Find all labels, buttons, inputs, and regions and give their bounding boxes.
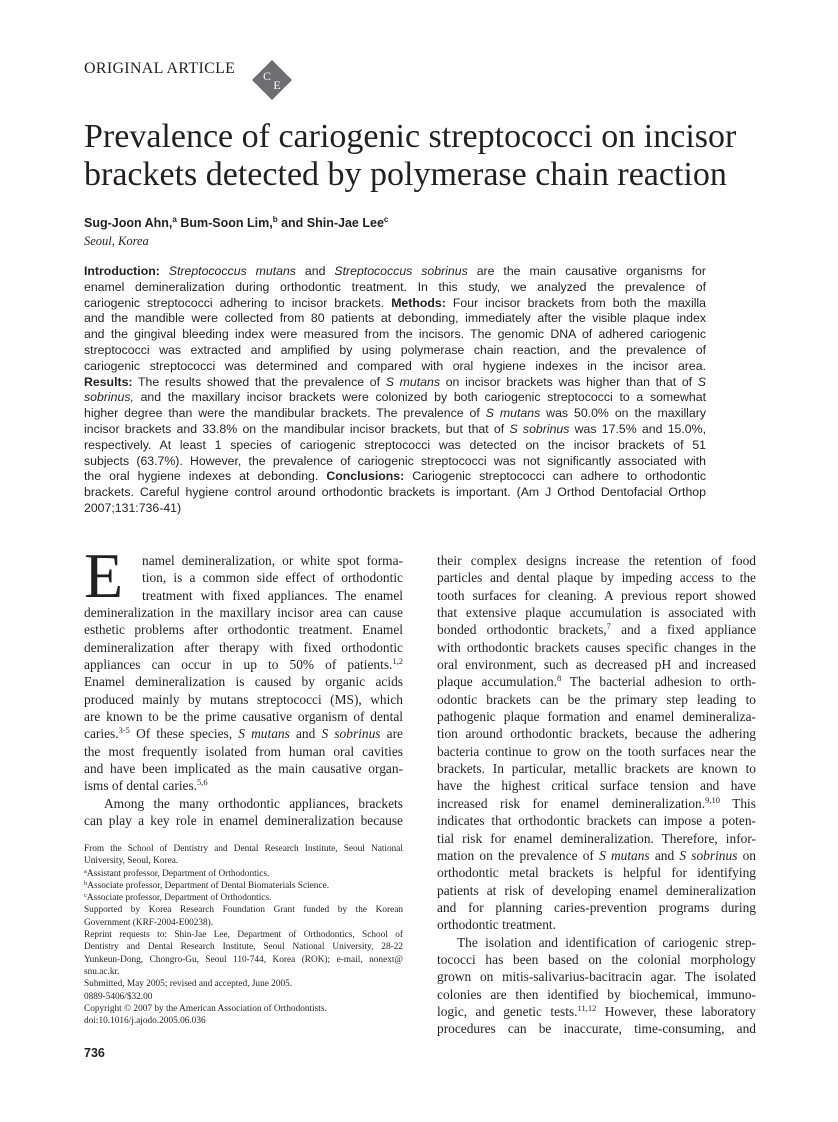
text-run: 0889-5406/$32.00 xyxy=(84,991,153,1002)
text-run: logic, and genetic tests. xyxy=(437,1003,578,1019)
text-run: However, these laboratory xyxy=(596,1003,756,1019)
citation-superscript: 8 xyxy=(556,673,562,684)
body-line xyxy=(437,847,756,864)
text-run: Associate professor, Department of Orthodontics. xyxy=(86,893,272,904)
text-run: Submitted, May 2005; revised and accepted, June 2005. xyxy=(84,979,293,990)
citation-superscript: b xyxy=(84,879,88,887)
abstract-line xyxy=(84,359,706,375)
body-line xyxy=(84,743,403,760)
citation-superscript: 3-5 xyxy=(118,725,130,736)
badge-letter-c: C xyxy=(262,69,272,83)
text-run: streptococci was extracted and amplified by using polymerase chain reaction, and the prevalence of xyxy=(84,342,706,357)
text-run: and xyxy=(295,264,335,278)
text-run: and have been implicated as the main causative organ- xyxy=(84,761,403,777)
text-run: bonded orthodontic brackets, xyxy=(437,622,607,638)
text-run: doi:10.1016/j.ajodo.2005.06.036 xyxy=(84,1016,206,1027)
text-run: oral environment, such as decreased pH and increased xyxy=(437,657,756,673)
text-run: patients at risk of developing enamel demineralization xyxy=(437,882,756,898)
text-run: and a fixed appliance xyxy=(610,622,757,638)
body-line xyxy=(437,986,756,1003)
text-run: tion, is a common side effect of orthodontic xyxy=(142,570,403,586)
body-line xyxy=(437,673,756,690)
text-run: have the highest critical surface tension and have xyxy=(437,778,756,794)
footnote-line xyxy=(84,1015,403,1027)
body-line xyxy=(84,604,403,621)
text-run: cariogenic streptococci adhering to incisor brackets. xyxy=(84,295,392,310)
section-heading: Conclusions: xyxy=(326,469,405,484)
footnote-line xyxy=(84,929,403,941)
abstract-line xyxy=(84,375,706,391)
text-run: was 17.5% and 15.0%, xyxy=(569,421,706,436)
footnote-line xyxy=(84,966,403,978)
text-run: sobrinus, xyxy=(84,390,134,405)
abstract xyxy=(84,264,706,517)
text-run: Government (KRF-2004-E00238). xyxy=(84,917,214,928)
body-line xyxy=(437,552,756,569)
body-line xyxy=(437,604,756,621)
text-run: grown on mitis-salivarius-bacitracin agar. The isolated xyxy=(437,969,756,985)
text-run: brackets. In particular, metallic brackets are known to xyxy=(437,761,756,777)
body-line xyxy=(84,691,403,708)
body-line xyxy=(84,673,403,690)
text-run: particles and dental plaque by impeding access to the xyxy=(437,570,756,586)
footnote-line xyxy=(84,941,403,953)
abstract-line xyxy=(84,485,706,501)
footnote-line xyxy=(84,917,403,929)
author-mark: c xyxy=(383,215,389,224)
text-run: The isolation and identification of cariogenic strep- xyxy=(457,934,756,950)
text-run: the most frequently isolated from human oral cavities xyxy=(84,743,403,759)
text-run: appliances can occur in up to 50% of patients. xyxy=(84,657,393,673)
body-line xyxy=(84,795,403,812)
text-run: Of these species, xyxy=(129,726,239,742)
body-line xyxy=(437,621,756,638)
continuing-education-badge xyxy=(250,58,294,102)
text-run: pathogenic plaque formation and enamel demineraliza- xyxy=(437,709,756,725)
footnote-line xyxy=(84,880,403,892)
text-run: Dentistry and Dental Research Institute, Seoul National University, 28-22 xyxy=(84,942,403,953)
footnote-line xyxy=(84,1003,403,1015)
text-run: incisor brackets and 33.8% on the mandibular incisor brackets, but that of xyxy=(84,421,510,436)
author-mark: b xyxy=(272,215,278,224)
body-line xyxy=(437,760,756,777)
text-run: brackets. Careful hygiene control around orthodontic brackets is important. (Am J Orthod Dentofacial Orthop xyxy=(84,485,706,500)
text-run: demineralization in the maxillary incisor area can cause xyxy=(84,605,403,621)
text-run: snu.ac.kr. xyxy=(84,966,120,977)
abstract-line xyxy=(84,296,706,312)
text-run: Cariogenic streptococci can adhere to orthodontic xyxy=(404,469,706,484)
abstract-line xyxy=(84,327,706,343)
text-run: and for planning caries-prevention programs during xyxy=(437,899,756,915)
text-run: colonies are then identified by biochemical, immuno- xyxy=(437,986,756,1002)
citation-superscript: c xyxy=(84,892,87,900)
body-line xyxy=(437,691,756,708)
text-run: their complex designs increase the retention of food xyxy=(437,553,756,568)
abstract-line xyxy=(84,343,706,359)
section-heading: Results: xyxy=(84,374,133,389)
text-run: Assistant professor, Department of Orthodontics. xyxy=(86,868,270,879)
text-run: orthodontic treatment. xyxy=(437,917,556,933)
text-run: and the gingival bleeding index were measured from the incisors. The genomic DNA of adhered cariogenic xyxy=(84,327,706,342)
text-run: Enamel demineralization is caused by organic acids xyxy=(84,674,403,690)
author-affiliation: Seoul, Korea xyxy=(84,234,149,248)
abstract-line xyxy=(84,501,706,517)
text-run: S sobrinus xyxy=(321,726,381,742)
citation-superscript: a xyxy=(84,867,87,875)
text-run: on xyxy=(737,847,756,863)
text-run: Streptococcus sobrinus xyxy=(334,264,468,278)
text-run: produced mainly by mutans streptococci (MS), which xyxy=(84,691,403,707)
text-run: S mutans xyxy=(385,374,440,389)
text-run: orthodontic metal brackets is helpful for identifying xyxy=(437,865,756,881)
text-run: are known to be the prime causative organism of dental xyxy=(84,709,403,725)
footnote-line xyxy=(84,978,403,990)
text-run: Four incisor brackets from both the maxilla xyxy=(445,295,706,310)
badge-diamond xyxy=(252,60,292,100)
body-column-right xyxy=(437,552,756,1038)
body-line xyxy=(84,708,403,725)
body-line xyxy=(437,725,756,742)
text-run: demineralization after therapy with fixed orthodontic xyxy=(84,639,403,655)
text-run: and the maxillary incisor brackets were colonized by both cariogenic streptococci to a somewhat xyxy=(133,390,706,405)
body-line xyxy=(437,830,756,847)
abstract-line xyxy=(84,454,706,470)
text-run: 2007;131:736-41) xyxy=(84,500,182,515)
text-run: S mutans xyxy=(599,847,650,863)
citation-superscript: 5,6 xyxy=(197,777,208,788)
text-run: Yunkeun-Dong, Chongro-Gu, Seoul 110-744, Korea (ROK); e-mail, nonext@ xyxy=(84,954,403,965)
body-column-left xyxy=(84,552,403,830)
text-run: subjects (63.7%). However, the prevalence of cariogenic streptococci was not significantly associated with xyxy=(84,453,706,468)
body-line xyxy=(84,587,403,604)
text-run: on incisor brackets was higher than that of xyxy=(440,374,698,389)
text-run: are xyxy=(380,726,403,742)
body-line xyxy=(437,882,756,899)
citation-superscript: 1,2 xyxy=(392,656,403,667)
text-run: tooth surfaces for cleaning. A previous report showed xyxy=(437,587,756,603)
body-line xyxy=(84,656,403,673)
body-line xyxy=(84,621,403,638)
text-run: and xyxy=(289,726,322,742)
abstract-line xyxy=(84,264,706,280)
text-run: higher degree than were the mandibular brackets. The prevalence of xyxy=(84,406,486,421)
author-name: and Shin-Jae Lee xyxy=(281,216,384,230)
text-run: Reprint requests to: Shin-Jae Lee, Department of Orthodontics, School of xyxy=(84,930,403,941)
text-run: S mutans xyxy=(238,726,290,742)
body-line xyxy=(437,934,756,951)
abstract-line xyxy=(84,280,706,296)
abstract-line xyxy=(84,469,706,485)
body-line xyxy=(437,1020,756,1037)
footnote-line xyxy=(84,892,403,904)
text-run: S sobrinus xyxy=(679,847,738,863)
text-run: S sobrinus xyxy=(509,421,570,436)
text-run: bacteria continue to grow on the tooth surfaces near the xyxy=(437,743,756,759)
body-line xyxy=(84,777,403,794)
text-run: Among the many orthodontic appliances, brackets xyxy=(104,795,403,811)
abstract-line xyxy=(84,406,706,422)
section-heading: Introduction: xyxy=(84,264,169,278)
section-label: ORIGINAL ARTICLE xyxy=(84,60,236,77)
author-name: Sug-Joon Ahn, xyxy=(84,216,173,230)
body-line xyxy=(437,708,756,725)
title-line: Prevalence of cariogenic streptococci on incisor xyxy=(84,118,737,155)
body-line xyxy=(437,587,756,604)
text-run: was 50.0% on the maxillary xyxy=(540,406,706,421)
title-line: brackets detected by polymerase chain reaction xyxy=(84,156,727,193)
citation-superscript: 9,10 xyxy=(705,794,720,805)
text-run: Copyright © 2007 by the American Association of Orthodontists. xyxy=(84,1003,327,1014)
abstract-line xyxy=(84,311,706,327)
body-line xyxy=(84,760,403,777)
body-line xyxy=(437,899,756,916)
text-run: enamel demineralization during orthodontic treatment. In this study, we analyzed the prevalence of xyxy=(84,279,706,294)
text-run: isms of dental caries. xyxy=(84,778,198,794)
footnote-line xyxy=(84,991,403,1003)
body-line xyxy=(84,569,403,586)
author-list xyxy=(84,216,388,230)
body-line xyxy=(437,777,756,794)
text-run: tial risk for enamel demineralization. Therefore, infor- xyxy=(437,830,756,846)
body-line xyxy=(437,1003,756,1020)
text-run: are the main causative organisms for xyxy=(467,264,706,278)
body-line xyxy=(84,639,403,656)
footnote-line xyxy=(84,904,403,916)
text-run: with orthodontic brackets causes specific changes in the xyxy=(437,639,756,655)
text-run: respectively. At least 1 species of cariogenic streptococci was detected on the incisor brackets of 51 xyxy=(84,437,706,452)
text-run: This xyxy=(719,795,756,811)
body-line xyxy=(84,725,403,742)
text-run: mation on the prevalence of xyxy=(437,847,600,863)
body-line xyxy=(84,552,403,569)
body-line xyxy=(437,656,756,673)
body-line xyxy=(437,968,756,985)
body-line xyxy=(437,795,756,812)
article-title xyxy=(84,118,784,194)
text-run: cariogenic streptococci was determined and compared with oral hygiene indexes in the incisor area. xyxy=(84,358,706,373)
citation-superscript: 11,12 xyxy=(577,1002,597,1013)
text-run: The results showed that the prevalence of xyxy=(132,374,386,389)
section-heading: Methods: xyxy=(391,295,446,310)
text-run: and xyxy=(649,847,680,863)
footnote-line xyxy=(84,855,403,867)
text-run: treatment with fixed appliances. The enamel xyxy=(142,587,403,603)
text-run: increased risk for enamel demineralization. xyxy=(437,795,706,811)
abstract-line xyxy=(84,438,706,454)
abstract-line xyxy=(84,422,706,438)
abstract-line xyxy=(84,390,706,406)
text-run: indicates that orthodontic brackets can impose a poten- xyxy=(437,813,756,829)
body-line xyxy=(437,916,756,933)
text-run: tion around orthodontic brackets, because the adhering xyxy=(437,726,756,742)
text-run: The bacterial adhesion to orth- xyxy=(561,674,756,690)
footnote-line xyxy=(84,843,403,855)
footnotes xyxy=(84,843,403,1027)
text-run: plaque accumulation. xyxy=(437,674,557,690)
text-run: caries. xyxy=(84,726,119,742)
text-run: Streptococcus mutans xyxy=(168,264,296,278)
text-run: From the School of Dentistry and Dental Research Institute, Seoul National xyxy=(84,844,403,854)
text-run: S mutans xyxy=(485,406,541,421)
body-line xyxy=(437,951,756,968)
text-run: tococci has been based on the colonial morphology xyxy=(437,951,756,967)
body-line xyxy=(437,743,756,760)
body-line xyxy=(437,569,756,586)
body-line xyxy=(437,639,756,656)
text-run: namel demineralization, or white spot forma- xyxy=(142,553,403,568)
text-run: University, Seoul, Korea. xyxy=(84,856,179,867)
citation-superscript: 7 xyxy=(606,621,611,632)
page-number: 736 xyxy=(84,1046,105,1060)
text-run: that extensive plaque accumulation is associated with xyxy=(437,605,756,621)
drop-cap: E xyxy=(84,540,124,611)
text-run: can play a key role in enamel demineralization because xyxy=(84,813,403,829)
badge-letter-e: E xyxy=(273,78,281,92)
text-run: esthetic problems after orthodontic treatment. Enamel xyxy=(84,622,403,638)
text-run: Associate professor, Department of Dental Biomaterials Science. xyxy=(87,880,330,891)
text-run: S xyxy=(697,374,706,389)
body-line xyxy=(437,864,756,881)
text-run: the oral hygiene indexes at debonding. xyxy=(84,469,327,484)
author-mark: a xyxy=(172,215,177,224)
body-line xyxy=(437,812,756,829)
text-run: and the mandible were collected from 80 patients at debonding, immediately after the visible plaque index xyxy=(84,311,706,326)
footnote-line xyxy=(84,868,403,880)
text-run: procedures can be inaccurate, time-consuming, and xyxy=(437,1021,756,1037)
text-run: Supported by Korea Research Foundation Grant funded by the Korean xyxy=(84,905,403,916)
author-name: Bum-Soon Lim, xyxy=(180,216,273,230)
footnote-line xyxy=(84,954,403,966)
text-run: odontic brackets can be the primary step leading to xyxy=(437,691,756,707)
body-line xyxy=(84,812,403,829)
